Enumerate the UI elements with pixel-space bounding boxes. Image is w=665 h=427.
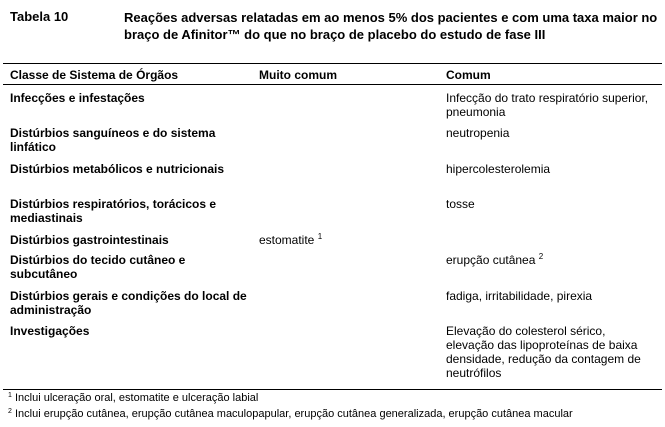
- cell-very-common: [259, 233, 439, 247]
- cell-soc: Distúrbios do tecido cutâneo e subcutâneo: [10, 253, 186, 281]
- footnote-text: Inclui erupção cutânea, erupção cutânea maculopapular, erupção cutânea generalizada, erupção cutânea macular: [14, 408, 573, 420]
- footnote-ref: 1: [317, 232, 323, 241]
- footnote-mark: 1: [8, 392, 12, 399]
- cell-very-common-text: estomatite: [259, 233, 315, 247]
- cell-common: neutropenia: [446, 126, 510, 140]
- cell-common: Elevação do colesterol sérico, elevação das lipoproteínas de baixa densidade, redução da contagem de neutrófilos: [446, 324, 641, 380]
- cell-common: fadiga, irritabilidade, pirexia: [446, 289, 593, 303]
- table-top-rule: [3, 63, 662, 64]
- footnote: [8, 392, 258, 405]
- table-bottom-rule: [3, 389, 662, 390]
- footnote-ref: 2: [538, 252, 544, 261]
- cell-common: tosse: [446, 197, 475, 211]
- footnote-mark: 2: [8, 408, 12, 415]
- header-very-common: Muito comum: [259, 68, 337, 82]
- header-common: Comum: [446, 68, 491, 82]
- table-caption: Reações adversas relatadas em ao menos 5% dos pacientes e com uma taxa maior no braço de Afinitor™ do que no braço de placebo do estudo de fase III: [124, 10, 658, 42]
- cell-soc: Investigações: [10, 324, 90, 338]
- footnote: [8, 408, 573, 421]
- table-label: Tabela 10: [10, 9, 69, 24]
- cell-soc: Distúrbios gerais e condições do local de administração: [10, 289, 247, 317]
- cell-soc: Infecções e infestações: [10, 91, 145, 105]
- cell-common: hipercolesterolemia: [446, 162, 551, 176]
- cell-soc: Distúrbios gastrointestinais: [10, 233, 169, 247]
- cell-common: Infecção do trato respiratório superior, pneumonia: [446, 91, 649, 119]
- cell-soc: Distúrbios sanguíneos e do sistema linfático: [10, 126, 216, 154]
- cell-soc: Distúrbios metabólicos e nutricionais: [10, 162, 225, 176]
- cell-soc: Distúrbios respiratórios, torácicos e mediastinais: [10, 197, 217, 225]
- cell-common: [446, 253, 661, 267]
- footnote-text: Inclui ulceração oral, estomatite e ulceração labial: [14, 392, 259, 404]
- header-soc: Classe de Sistema de Órgãos: [10, 68, 179, 82]
- header-rule: [3, 84, 662, 85]
- cell-common-text: erupção cutânea: [446, 253, 536, 267]
